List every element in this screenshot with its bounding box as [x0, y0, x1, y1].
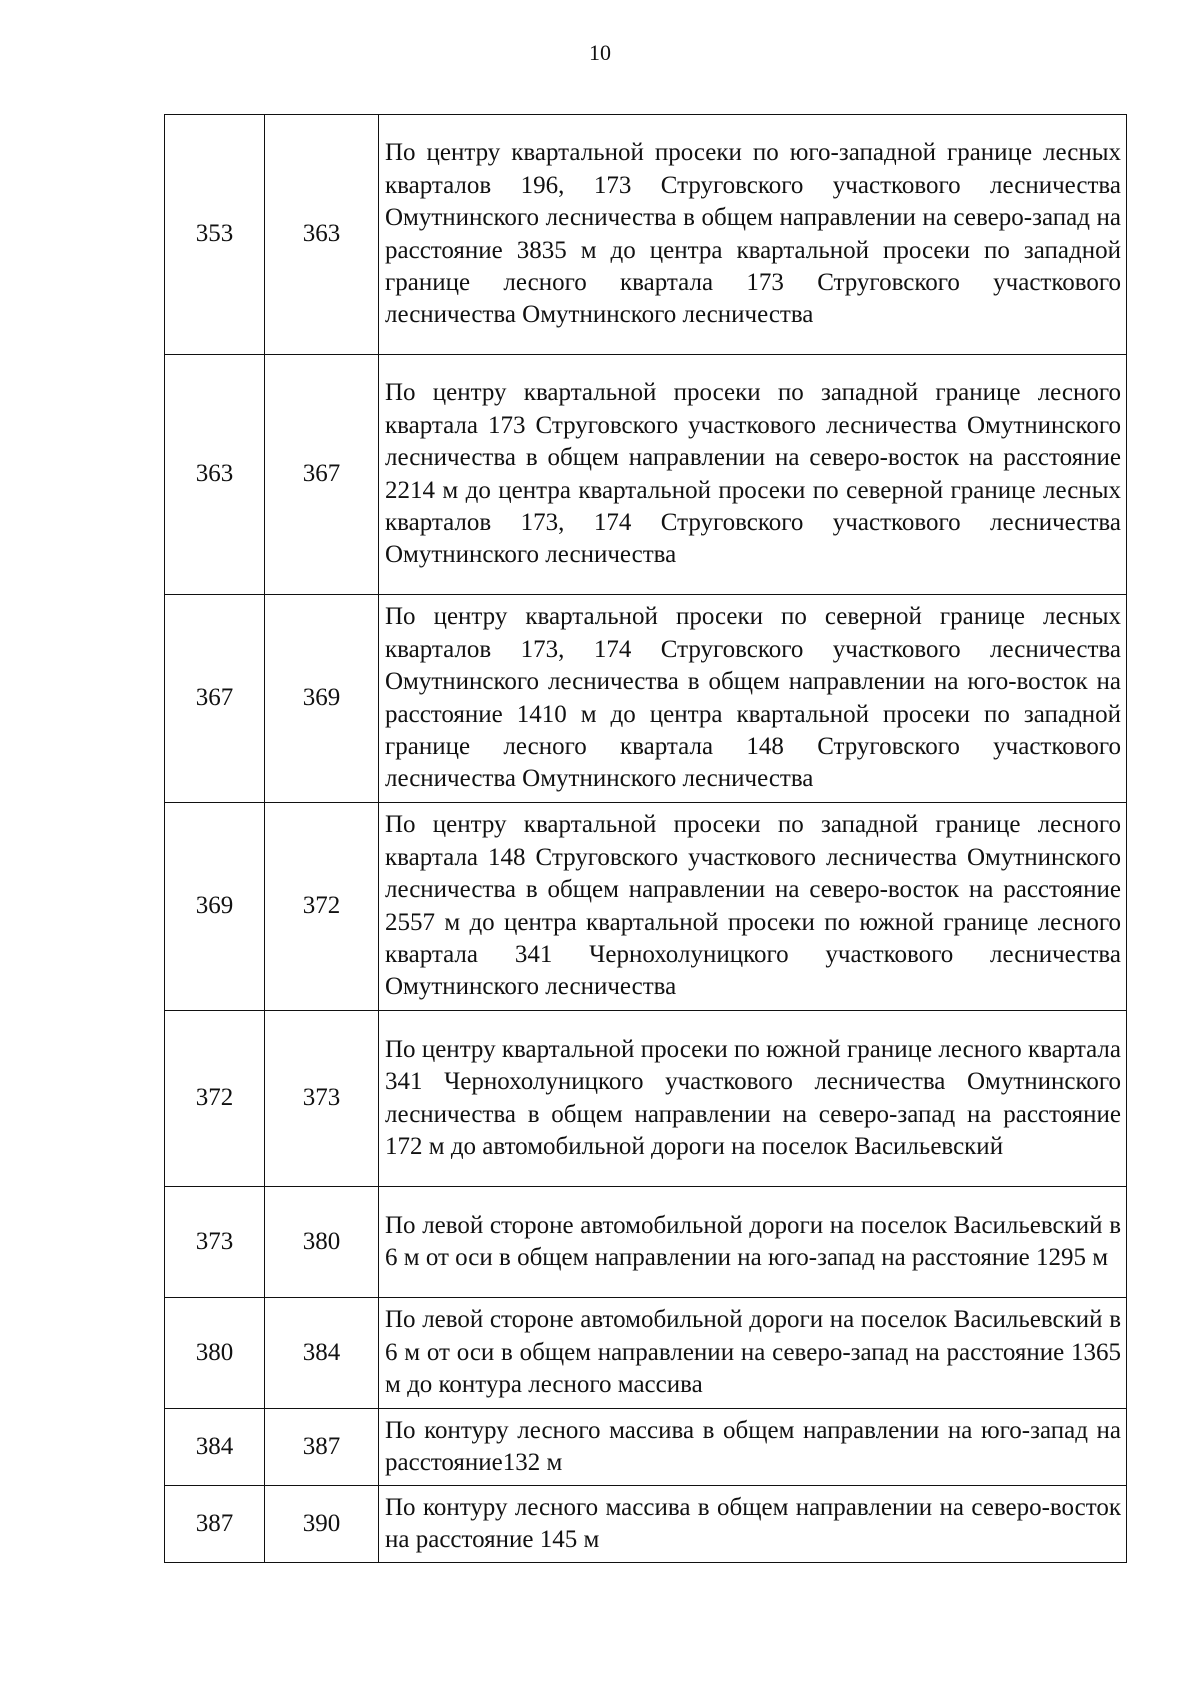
from-point-cell: 387 [165, 1486, 265, 1563]
to-point-cell: 387 [265, 1409, 379, 1486]
table-row [165, 1187, 1127, 1298]
to-point-cell: 384 [265, 1298, 379, 1409]
table-row [165, 355, 1127, 595]
segment-description-cell: По центру квартальной просеки по северной границе лесных кварталов 173, 174 Струговского участкового лесничества Омутнинского лесничества в общем направлении на юго-восток на расстояние 1410 м до центра квартальной просеки по западной границе лесного квартала 148 Струговского участкового лесничества Омутнинского лесничества [379, 595, 1127, 803]
segment-description-cell: По центру квартальной просеки по юго-западной границе лесных кварталов 196, 173 Струговского участкового лесничества Омутнинского лесничества в общем направлении на северо-запад на расстояние 3835 м до центра квартальной просеки по западной границе лесного квартала 173 Струговского участкового лесничества Омутнинского лесничества [379, 115, 1127, 355]
table-row [165, 115, 1127, 355]
segment-description-cell: По контуру лесного массива в общем направлении на северо-восток на расстояние 145 м [379, 1486, 1127, 1563]
table-row [165, 1486, 1127, 1563]
from-point-cell: 369 [165, 803, 265, 1011]
from-point-cell: 372 [165, 1011, 265, 1187]
from-point-cell: 353 [165, 115, 265, 355]
segment-description-cell: По центру квартальной просеки по южной границе лесного квартала 341 Чернохолуницкого участкового лесничества Омутнинского лесничества в общем направлении на северо-запад на расстояние 172 м до автомобильной дороги на поселок Васильевский [379, 1011, 1127, 1187]
table-row [165, 1409, 1127, 1486]
to-point-cell: 363 [265, 115, 379, 355]
segment-description-cell: По контуру лесного массива в общем направлении на юго-запад на расстояние132 м [379, 1409, 1127, 1486]
from-point-cell: 367 [165, 595, 265, 803]
to-point-cell: 369 [265, 595, 379, 803]
boundary-segments-table [164, 114, 1127, 1563]
to-point-cell: 367 [265, 355, 379, 595]
table-row [165, 595, 1127, 803]
table-row [165, 1298, 1127, 1409]
to-point-cell: 373 [265, 1011, 379, 1187]
segment-description-cell: По центру квартальной просеки по западной границе лесного квартала 173 Струговского участкового лесничества Омутнинского лесничества в общем направлении на северо-восток на расстояние 2214 м до центра квартальной просеки по северной границе лесных кварталов 173, 174 Струговского участкового лесничества Омутнинского лесничества [379, 355, 1127, 595]
table-row [165, 803, 1127, 1011]
to-point-cell: 390 [265, 1486, 379, 1563]
segment-description-cell: По левой стороне автомобильной дороги на поселок Васильевский в 6 м от оси в общем направлении на юго-запад на расстояние 1295 м [379, 1187, 1127, 1298]
table-row [165, 1011, 1127, 1187]
segment-description-cell: По левой стороне автомобильной дороги на поселок Васильевский в 6 м от оси в общем направлении на северо-запад на расстояние 1365 м до контура лесного массива [379, 1298, 1127, 1409]
from-point-cell: 384 [165, 1409, 265, 1486]
from-point-cell: 373 [165, 1187, 265, 1298]
segment-description-cell: По центру квартальной просеки по западной границе лесного квартала 148 Струговского участкового лесничества Омутнинского лесничества в общем направлении на северо-восток на расстояние 2557 м до центра квартальной просеки по южной границе лесного квартала 341 Чернохолуницкого участкового лесничества Омутнинского лесничества [379, 803, 1127, 1011]
page-number: 10 [589, 40, 611, 65]
from-point-cell: 363 [165, 355, 265, 595]
to-point-cell: 372 [265, 803, 379, 1011]
to-point-cell: 380 [265, 1187, 379, 1298]
from-point-cell: 380 [165, 1298, 265, 1409]
